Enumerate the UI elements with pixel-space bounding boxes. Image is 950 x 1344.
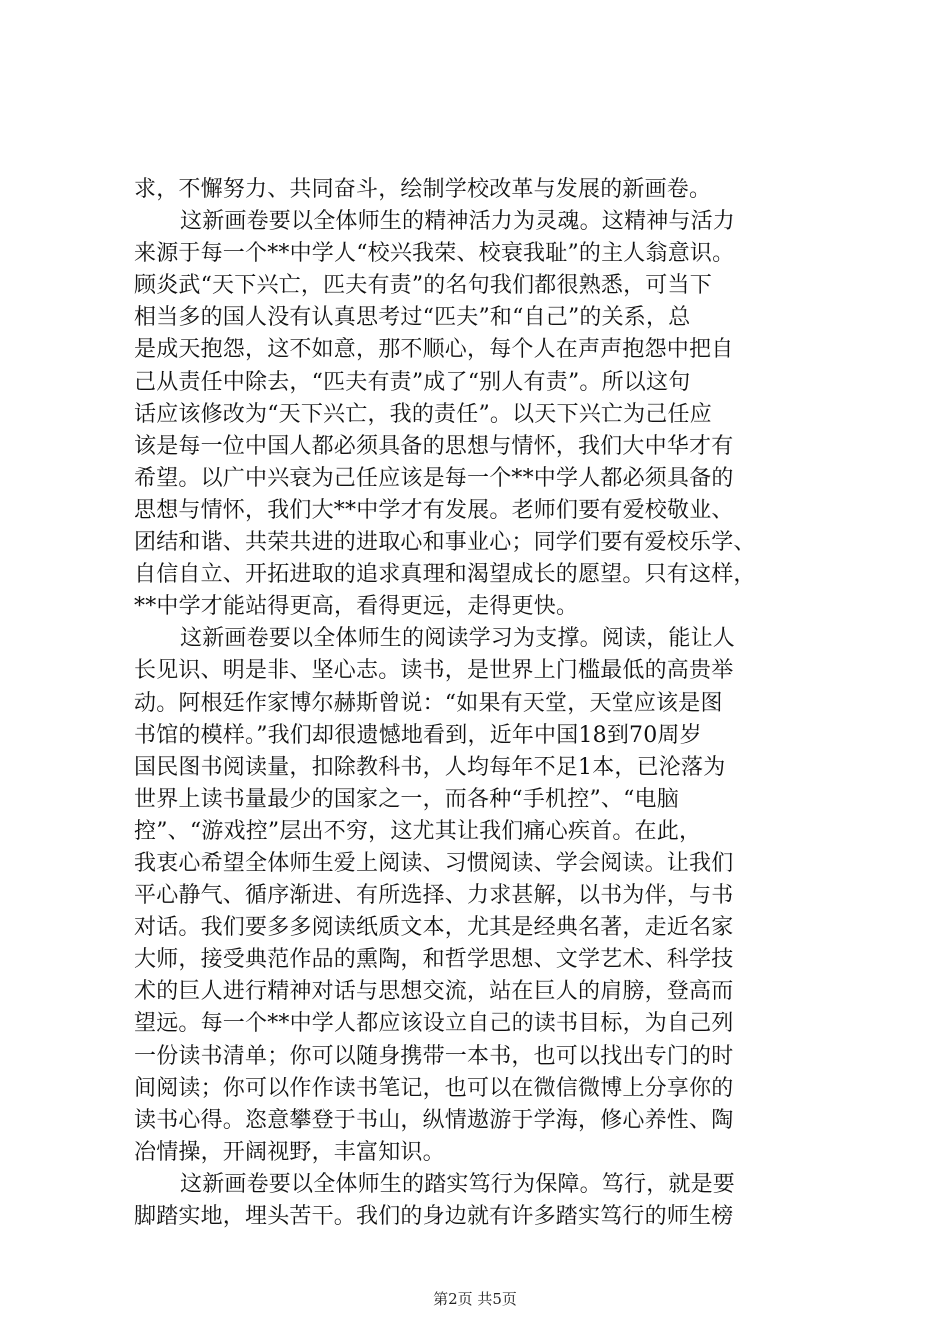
text-line: 我衷心希望全体师生爱上阅读、习惯阅读、学会阅读。让我们 [134,850,734,876]
text-line: 这新画卷要以全体师生的精神活力为灵魂。这精神与活力 [180,209,736,235]
text-line: 冶情操，开阔视野，丰富知识。 [134,1139,445,1165]
text-line: 顾炎武“天下兴亡，匹夫有责”的名句我们都很熟悉，可当下 [134,273,712,299]
text-line: 这新画卷要以全体师生的踏实笃行为保障。笃行，就是要 [180,1171,736,1197]
text-line: 思想与情怀，我们大**中学才有发展。老师们要有爱校敬业、 [134,497,734,523]
text-line: 自信自立、开拓进取的追求真理和渴望成长的愿望。只有这样， [134,562,756,588]
text-line: 动。阿根廷作家博尔赫斯曾说：“如果有天堂，天堂应该是图 [134,690,723,716]
text-line: 世界上读书量最少的国家之一，而各种“手机控”、“电脑 [134,786,679,812]
page-footer: 第2页 共5页 [433,1290,517,1308]
text-line: 大师，接受典范作品的熏陶，和哲学思想、文学艺术、科学技 [134,947,734,973]
text-line: 一份读书清单；你可以随身携带一本书，也可以找出专门的时 [134,1043,734,1069]
text-line: 平心静气、循序渐进、有所选择、力求甚解，以书为伴，与书 [134,883,734,909]
text-line: 控”、“游戏控”层出不穷，这尤其让我们痛心疾首。在此， [134,818,702,844]
body-text [134,174,834,1233]
text-line: **中学才能站得更高，看得更远，走得更快。 [134,594,579,620]
text-line: 求，不懈努力、共同奋斗，绘制学校改革与发展的新画卷。 [134,177,712,202]
text-line: 间阅读；你可以作作读书笔记，也可以在微信微博上分享你的 [134,1075,734,1101]
text-line: 话应该修改为“天下兴亡，我的责任”。以天下兴亡为己任应 [134,401,712,427]
text-line: 书馆的模样。”我们却很遗憾地看到，近年中国18到70周岁 [134,722,702,748]
text-line: 希望。以广中兴衰为己任应该是每一个**中学人都必须具备的 [134,465,734,491]
text-line: 长见识、明是非、坚心志。读书，是世界上门槛最低的高贵举 [134,658,734,684]
text-line: 来源于每一个**中学人“校兴我荣、校衰我耻”的主人翁意识。 [134,241,735,267]
text-line: 术的巨人进行精神对话与思想交流，站在巨人的肩膀，登高而 [134,979,734,1005]
text-line: 己从责任中除去，“匹夫有责”成了“别人有责”。所以这句 [134,369,691,395]
text-line: 相当多的国人没有认真思考过“匹夫”和“自己”的关系，总 [134,305,691,331]
text-line: 该是每一位中国人都必须具备的思想与情怀，我们大中华才有 [134,433,734,459]
text-line: 这新画卷要以全体师生的阅读学习为支撑。阅读，能让人 [180,626,736,652]
text-line: 脚踏实地，埋头苦干。我们的身边就有许多踏实笃行的师生榜 [134,1204,734,1229]
text-line: 是成天抱怨，这不如意，那不顺心，每个人在声声抱怨中把自 [134,337,734,363]
text-line: 望远。每一个**中学人都应该设立自己的读书目标，为自己列 [134,1011,734,1037]
text-line: 团结和谐、共荣共进的进取心和事业心；同学们要有爱校乐学、 [134,530,756,556]
text-line: 对话。我们要多多阅读纸质文本，尤其是经典名著，走近名家 [134,915,734,941]
text-line: 读书心得。恣意攀登于书山，纵情遨游于学海，修心养性、陶 [134,1107,734,1133]
text-line: 国民图书阅读量，扣除教科书，人均每年不足1本，已沦落为 [134,754,726,780]
